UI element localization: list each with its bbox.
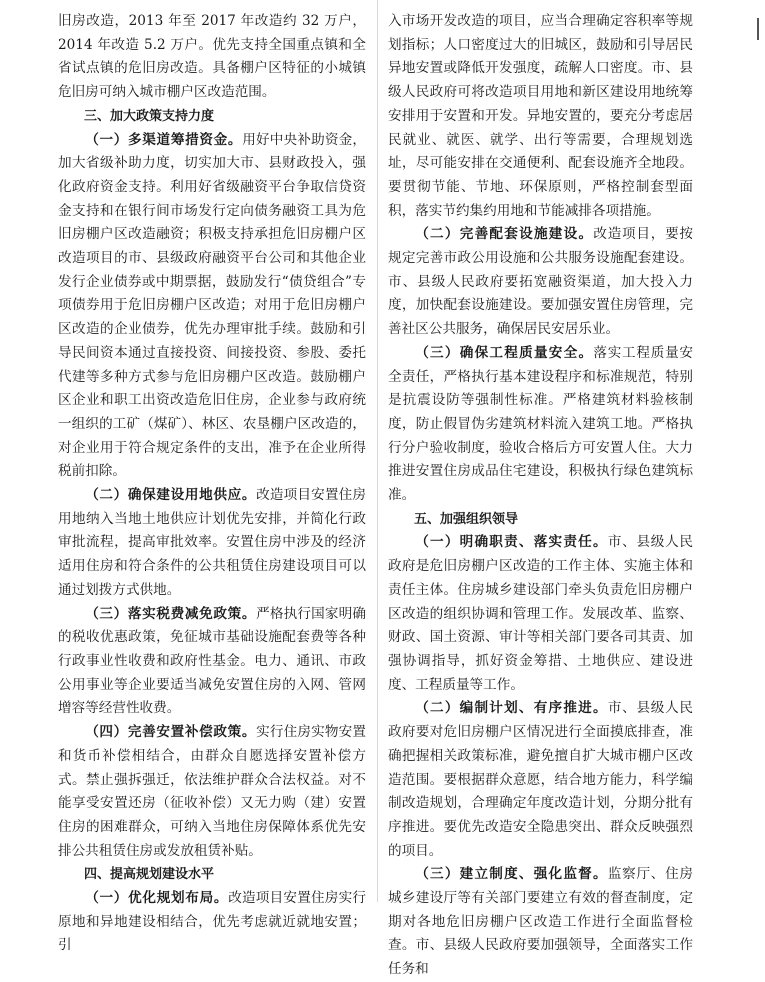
section-heading: 三、加大政策支持力度 xyxy=(84,108,215,124)
paragraph-body: 监察厅、住房城乡建设厅等有关部门要建立有效的督查制度，定期对各地危旧房棚户区改造工作进行全面监督检查。市、县级人民政府要加强领导，全面落实工作任务和 xyxy=(388,866,694,978)
paragraph-lead: （一）明确职责、落实责任。 xyxy=(415,534,608,551)
paragraph: 旧房改造，2013 年至 2017 年改造约 32 万户，2014 年改造 5.2 万户。优先支持全国重点镇和全省试点镇的危旧房改造。具备棚户区特征的小城镇危旧房可纳入城市棚户区改造范围。 xyxy=(58,13,366,101)
column-divider xyxy=(377,0,378,902)
page-edge-mark xyxy=(757,18,759,40)
paragraph xyxy=(58,484,366,603)
paragraph xyxy=(388,223,693,342)
paragraph-lead: （三）确保工程质量安全。 xyxy=(415,344,594,361)
paragraph xyxy=(58,603,366,722)
paragraph-body: 改造项目，要按规定完善市政公用设施和公共服务设施配套建设。市、县级人民政府要拓宽融资渠道，加大投入力度，加快配套设施建设。要加强安置住房管理，完善社区公共服务，确保居民安居乐业。 xyxy=(388,226,694,338)
paragraph-body: 实行住房实物安置和货币补偿相结合，由群众自愿选择安置补偿方式。禁止强拆强迁，依法维护群众合法权益。对不能享受安置还房（征收补偿）又无力购（建）安置住房的困难群众，可纳入当地住房保障体系优先安排公共租赁住房或发放租赁补贴。 xyxy=(58,724,367,859)
paragraph-lead: （二）完善配套设施建设。 xyxy=(415,226,594,243)
paragraph-body: 市、县级人民政府要对危旧房棚户区情况进行全面摸底排查，准确把握相关政策标准，避免擅自扩大城市棚户区改造范围。要根据群众意愿，结合地方能力，科学编制改造规划，合理确定年度改造计划，分期分批有序推进。要优先改造安全隐患突出、群众反映强烈的项目。 xyxy=(388,700,694,859)
paragraph xyxy=(58,129,366,485)
paragraph xyxy=(388,342,693,508)
paragraph-body: 市、县级人民政府是危旧房棚户区改造的工作主体、实施主体和责任主体。住房城乡建设部门牵头负责危旧房棚户区改造的组织协调和管理工作。发展改革、监察、财政、国土资源、审计等相关部门要各司其责、加强协调指导，抓好资金筹措、土地供应、建设进度、工程质量等工作。 xyxy=(388,534,694,693)
paragraph-body: 落实工程质量安全责任，严格执行基本建设程序和标准规范，特别是抗震设防等强制性标准。严格建筑材料验核制度，防止假冒伪劣建筑材料流入建筑工地。严格执行分户验收制度，验收合格后方可安置人住。大力推进安置住房成品住宅建设，积极执行绿色建筑标准。 xyxy=(388,344,694,504)
right-column xyxy=(388,10,693,982)
paragraph-lead: （二）确保建设用地供应。 xyxy=(85,487,257,504)
paragraph xyxy=(58,721,366,863)
paragraph xyxy=(388,697,693,863)
paragraph xyxy=(388,531,693,697)
paragraph xyxy=(388,863,693,982)
left-column xyxy=(58,10,366,958)
paragraph: 入市场开发改造的项目，应当合理确定容积率等规划指标；人口密度过大的旧城区，鼓励和引导居民异地安置或降低开发强度，疏解人口密度。市、县级人民政府可将改造项目用地和新区建设用地统筹安排用于安置和开发。异地安置的，要充分考虑居民就业、就医、就学、出行等需要，合理规划选址，尽可能安排在交通便利、配套设施齐全地段。要贯彻节能、节地、环保原则，严格控制套型面积，落实节约集约用地和节能减排各项措施。 xyxy=(388,13,693,219)
paragraph-body: 改造项目安置住房实行原地和异地建设相结合，优先考虑就近就地安置；引 xyxy=(58,890,367,954)
paragraph-lead: （三）建立制度、强化监督。 xyxy=(415,866,608,883)
paragraph-lead: （二）编制计划、有序推进。 xyxy=(415,700,608,717)
section-heading: 四、提高规划建设水平 xyxy=(84,867,215,883)
paragraph-body: 严格执行国家明确的税收优惠政策，免征城市基础设施配套费等各种行政事业性收费和政府性基金。电力、通讯、市政公用事业等企业要适当减免安置住房的入网、管网增容等经营性收费。 xyxy=(58,605,367,717)
paragraph-body: 改造项目安置住房用地纳入当地土地供应计划优先安排，并简化行政审批流程，提高审批效率。安置住房中涉及的经济适用住房和符合条件的公共租赁住房建设项目可以通过划拨方式供地。 xyxy=(58,487,367,598)
section-heading: 五、加强组织领导 xyxy=(414,511,519,527)
paragraph xyxy=(58,887,366,958)
paragraph-lead: （一）优化规划布局。 xyxy=(85,890,229,907)
paragraph-body: 用好中央补助资金，加大省级补助力度，切实加大市、县财政投入，强化政府资金支持。利用好省级融资平台争取信贷资金支持和在银行间市场发行定向债务融资工具为危旧房棚户区改造融资；积极支持承担危旧房棚户区改造项目的市、县级政府融资平台公司和其他企业发行企业债券或中期票据，鼓励发行“债贷组合”专项债券用于危旧房棚户区改造；对用于危旧房棚户区改造的企业债券，优先办理审批手续。鼓励和引导民间资本通过直接投资、间接投资、参股、委托代建等多种方式参与危旧房棚户区改造。鼓励棚户区企业和职工出资改造危旧住房，企业参与政府统一组织的工矿（煤矿）、林区、农垦棚户区改造的，对企业用于符合规定条件的支出，准予在企业所得税前扣除。 xyxy=(58,131,367,480)
paragraph-lead: （四）完善安置补偿政策。 xyxy=(85,724,257,741)
paragraph-lead: （一）多渠道筹措资金。 xyxy=(85,131,243,148)
paragraph-lead: （三）落实税费减免政策。 xyxy=(85,605,257,622)
